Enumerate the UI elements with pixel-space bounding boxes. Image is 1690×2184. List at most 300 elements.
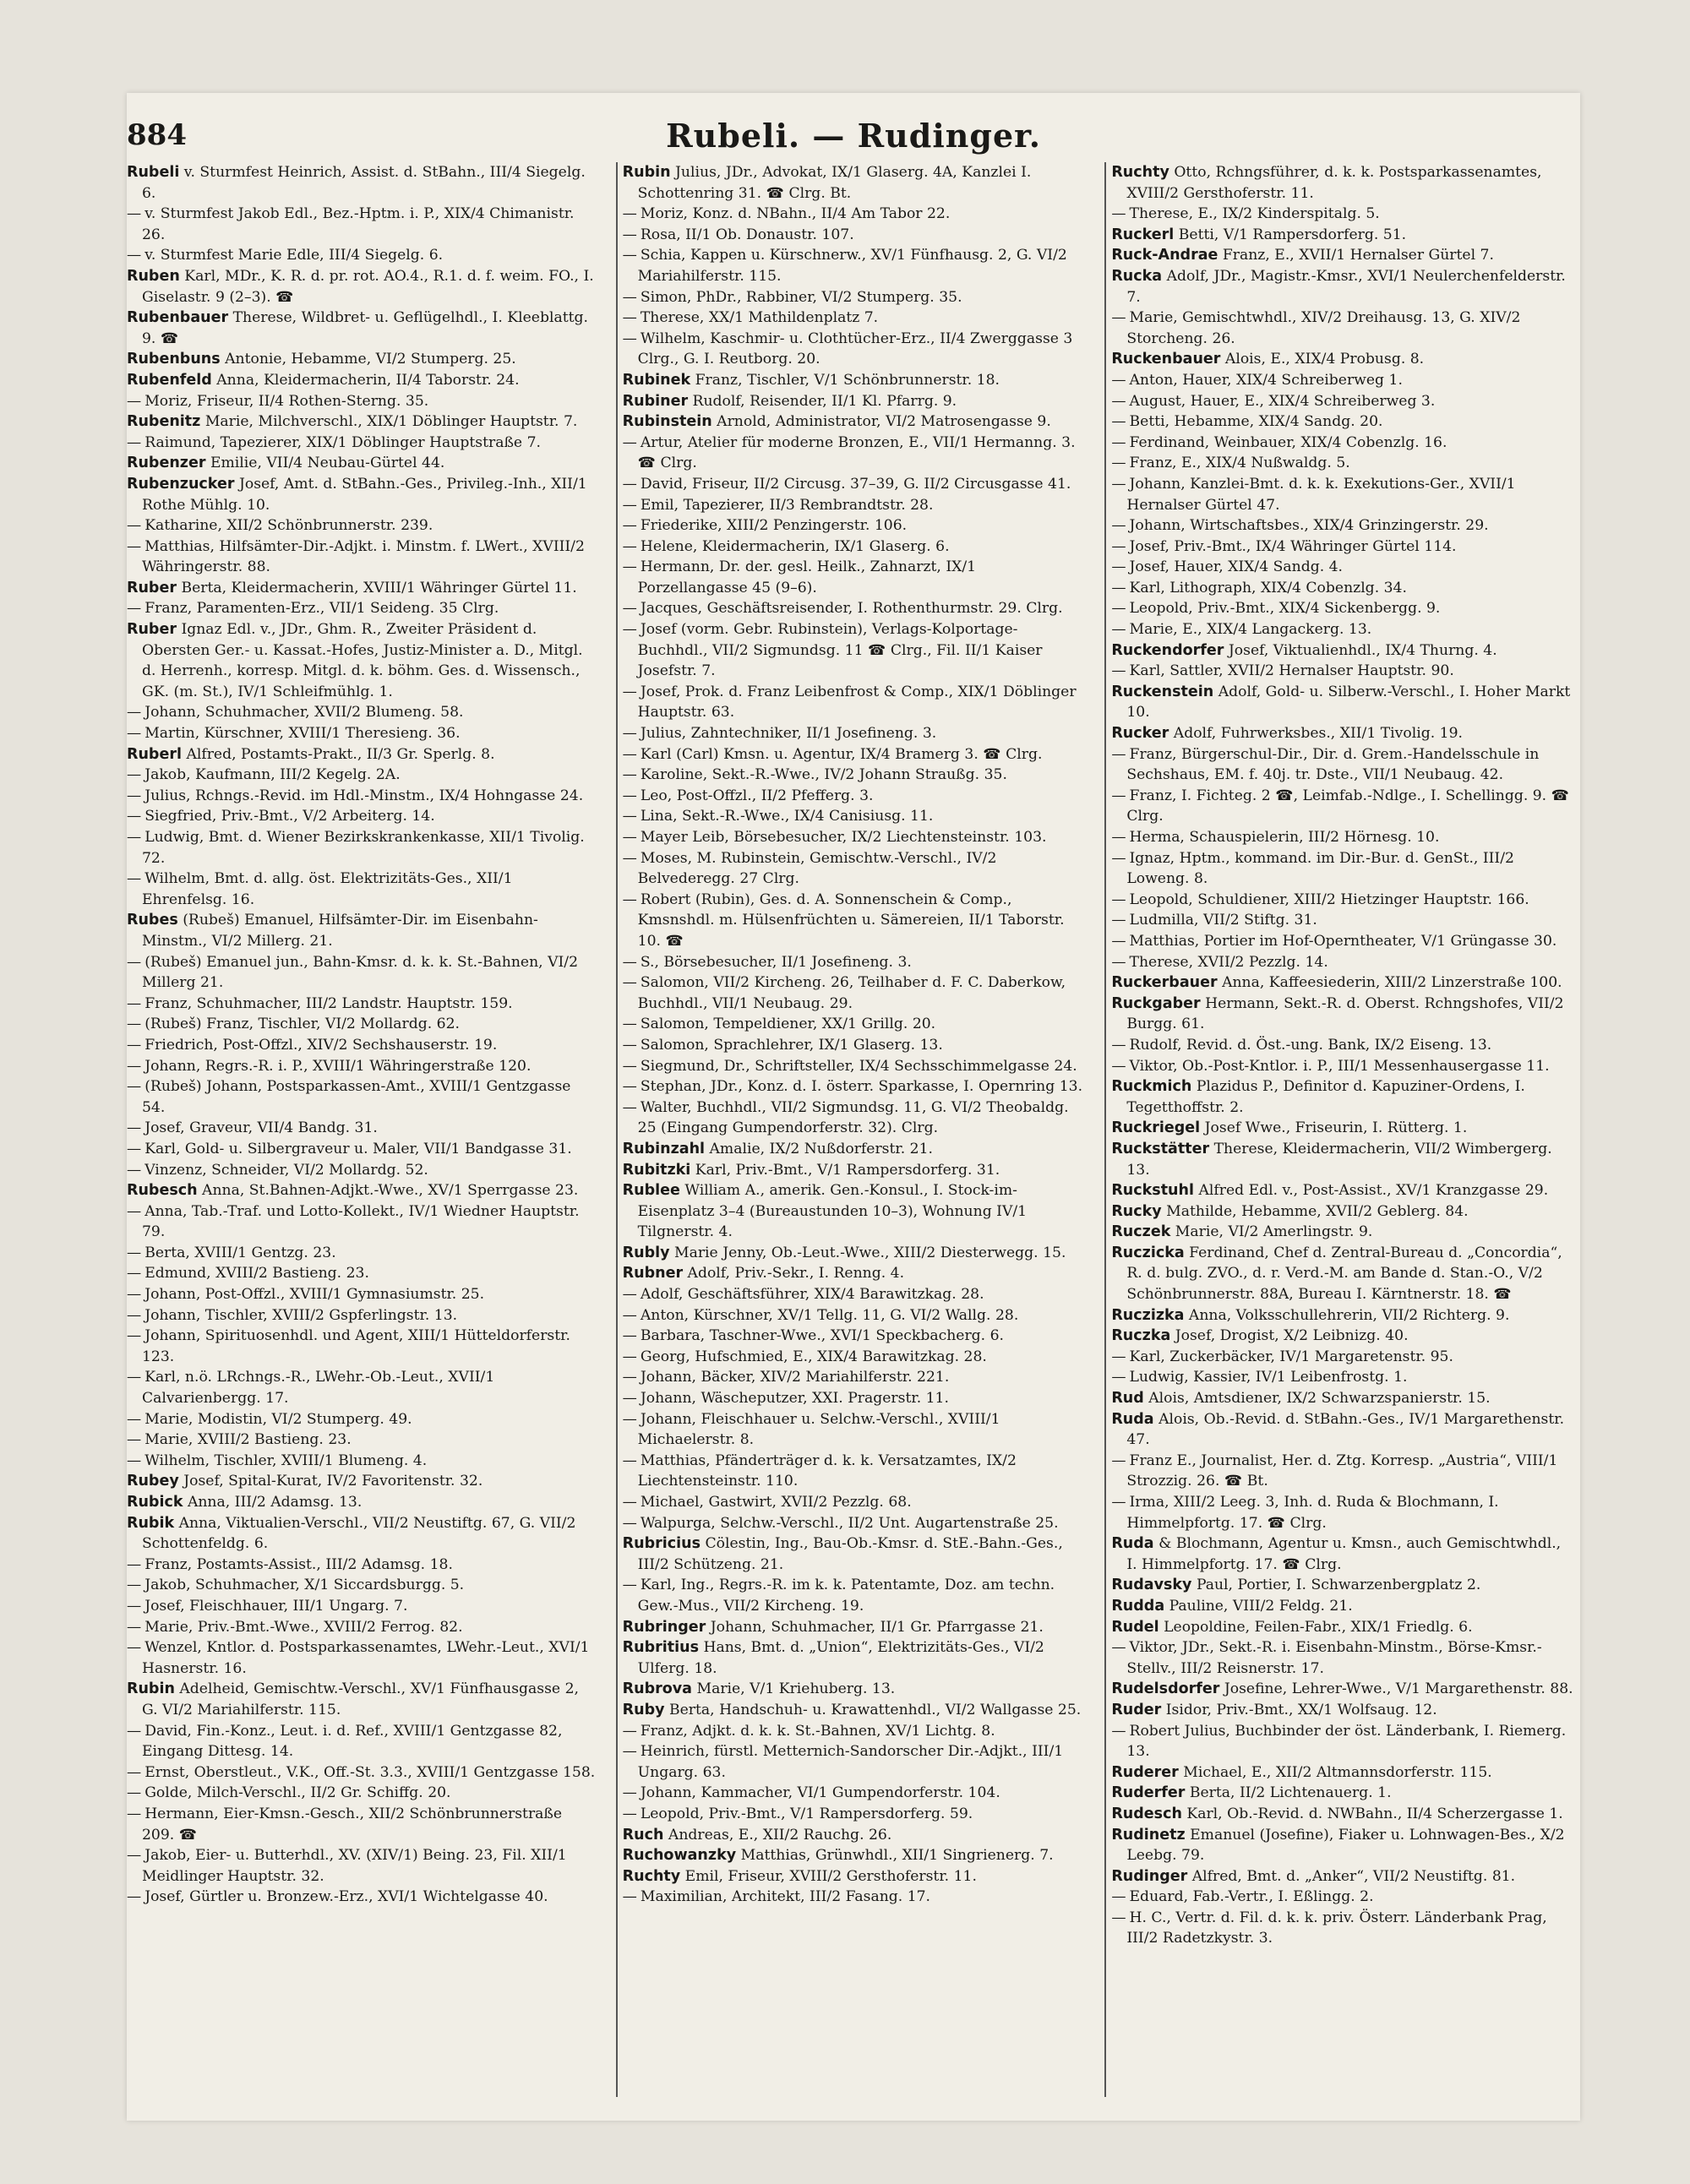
- directory-entry: [623, 1056, 1087, 1077]
- entry-dash: —: [622, 1016, 637, 1033]
- directory-entry: [623, 598, 1087, 619]
- entry-text: Therese, Wildbret- u. Geflügelhdl., I. Kleeblattg. 9. ☎: [142, 309, 588, 347]
- directory-entry: [127, 1014, 597, 1035]
- directory-entry: [623, 1451, 1087, 1492]
- entry-text: Johann, Post-Offzl., XVIII/1 Gymnasiumstr. 25.: [144, 1286, 485, 1304]
- entry-dash: —: [1111, 309, 1126, 327]
- directory-entry: [127, 702, 597, 723]
- directory-entry: [1111, 640, 1575, 662]
- directory-entry: [623, 474, 1087, 495]
- entry-text: Franz, Paramenten-Erz., VII/1 Seideng. 35 Clrg.: [144, 600, 499, 618]
- directory-entry: [623, 890, 1087, 952]
- directory-entry: [1111, 1721, 1575, 1762]
- directory-entry: [1111, 557, 1575, 578]
- entry-headword: Rudinetz: [1111, 1826, 1186, 1844]
- directory-entry: [623, 536, 1087, 558]
- entry-dash: —: [1111, 829, 1126, 846]
- directory-entry: [1111, 723, 1575, 744]
- entry-headword: Ruchty: [1111, 164, 1169, 181]
- entry-dash: —: [622, 621, 637, 639]
- entry-dash: —: [622, 1722, 637, 1740]
- directory-entry: [127, 1180, 597, 1201]
- entry-text: Therese, E., IX/2 Kinderspitalg. 5.: [1129, 205, 1380, 223]
- entry-dash: —: [622, 288, 637, 306]
- directory-entry: [623, 1388, 1087, 1409]
- entry-text: Berta, Handschuh- u. Krawattenhdl., VI/2 Wallgasse 25.: [669, 1701, 1082, 1718]
- directory-entry: [1111, 1492, 1575, 1533]
- entry-dash: —: [622, 953, 637, 971]
- entry-headword: Rubenzer: [127, 455, 206, 472]
- entry-text: Josef (vorm. Gebr. Rubinstein), Verlags-Kolportage-Buchhdl., VII/2 Sigmundsg. 11 ☎ Clrg., Fil. II/1 Kaiser Josefstr. 7.: [637, 621, 1043, 680]
- directory-entry: [1111, 1305, 1575, 1326]
- directory-entry: [1111, 433, 1575, 454]
- directory-entry: [1111, 1139, 1575, 1180]
- entry-text: Walpurga, Selchw.-Verschl., II/2 Unt. Augartenstraße 25.: [640, 1514, 1059, 1532]
- entry-headword: Ruckendorfer: [1111, 641, 1224, 659]
- entry-text: Antonie, Hebamme, VI/2 Stumperg. 25.: [225, 351, 516, 368]
- entry-text: Martin, Kürschner, XVIII/1 Theresieng. 36.: [144, 725, 461, 743]
- directory-entry: [127, 370, 597, 391]
- directory-entry: [127, 827, 597, 869]
- entry-text: v. Sturmfest Marie Edle, III/4 Siegelg. 6.: [144, 247, 444, 264]
- directory-entry: [127, 598, 597, 619]
- directory-entry: [127, 1679, 597, 1720]
- entry-dash: —: [622, 1348, 637, 1365]
- entry-text: Viktor, JDr., Sekt.-R. i. Eisenbahn-Minstm., Börse-Kmsr.-Stellv., III/2 Reisnerstr. 17.: [1126, 1639, 1542, 1677]
- entry-text: Salomon, Sprachlehrer, IX/1 Glaserg. 13.: [640, 1036, 943, 1054]
- directory-entry: [623, 848, 1087, 890]
- directory-entry: [623, 1284, 1087, 1305]
- directory-entry: [127, 1845, 597, 1887]
- entry-text: Josef, Graveur, VII/4 Bandg. 31.: [144, 1119, 378, 1137]
- entry-headword: Rubitzki: [622, 1161, 691, 1179]
- entry-text: Emilie, VII/4 Neubau-Gürtel 44.: [210, 455, 445, 472]
- entry-headword: Ruckenstein: [1111, 683, 1214, 700]
- entry-dash: —: [127, 1451, 142, 1469]
- entry-text: Isidor, Priv.-Bmt., XX/1 Wolfsaug. 12.: [1165, 1701, 1437, 1718]
- entry-text: Leopold, Priv.-Bmt., XIX/4 Sickenbergg. 9.: [1129, 600, 1441, 618]
- entry-dash: —: [1111, 1036, 1126, 1054]
- entry-headword: Ruczizka: [1111, 1306, 1185, 1324]
- directory-entry: [1111, 515, 1575, 536]
- entry-text: David, Fin.-Konz., Leut. i. d. Ref., XVIII/1 Gentzgasse 82, Eingang Dittesg. 14.: [142, 1722, 563, 1761]
- entry-dash: —: [127, 1888, 142, 1906]
- directory-entry: [1111, 1762, 1575, 1784]
- entry-text: Franz, Adjkt. d. k. k. St.-Bahnen, XV/1 Lichtg. 8.: [640, 1722, 995, 1740]
- entry-dash: —: [622, 309, 637, 327]
- directory-entry: [1111, 225, 1575, 246]
- entry-text: Leopold, Schuldiener, XIII/2 Hietzinger Hauptstr. 166.: [1129, 890, 1529, 908]
- entry-text: Marie, Modistin, VI/2 Stumperg. 49.: [144, 1410, 412, 1428]
- entry-text: Herma, Schauspielerin, III/2 Hörnesg. 10.: [1129, 829, 1440, 846]
- entry-dash: —: [127, 205, 142, 223]
- entry-dash: —: [127, 1555, 142, 1573]
- entry-dash: —: [1111, 537, 1126, 555]
- entry-headword: Rubly: [622, 1244, 670, 1261]
- entry-dash: —: [127, 537, 142, 555]
- entry-dash: —: [622, 808, 637, 825]
- entry-dash: —: [127, 1119, 142, 1137]
- entry-text: Johann, Schuhmacher, II/1 Gr. Pfarrgasse 21.: [710, 1618, 1044, 1636]
- directory-entry: [1111, 1035, 1575, 1056]
- directory-entry: [623, 204, 1087, 225]
- entry-text: Ludwig, Bmt. d. Wiener Bezirkskrankenkasse, XII/1 Tivolig. 72.: [142, 829, 585, 867]
- entry-dash: —: [622, 1577, 637, 1594]
- entry-text: Julius, Zahntechniker, II/1 Josefineng. 3.: [640, 725, 937, 743]
- entry-dash: —: [127, 1327, 142, 1345]
- directory-entry: [1111, 1783, 1575, 1804]
- entry-text: & Blochmann, Agentur u. Kmsn., auch Gemischtwhdl., I. Himmelpfortg. 17. ☎ Clrg.: [1126, 1535, 1562, 1573]
- entry-headword: Rubinstein: [622, 413, 712, 431]
- entry-text: Arnold, Administrator, VI/2 Matrosengasse 9.: [717, 413, 1051, 431]
- directory-entry: [1111, 391, 1575, 412]
- directory-entry: [623, 682, 1087, 723]
- entry-text: Adolf, Gold- u. Silberw.-Verschl., I. Hoher Markt 10.: [1126, 683, 1571, 722]
- entry-headword: Rubenbauer: [127, 309, 229, 327]
- entry-text: Ernst, Oberstleut., V.K., Off.-St. 3.3., XVIII/1 Gentzgasse 158.: [144, 1763, 596, 1781]
- entry-dash: —: [127, 1369, 142, 1386]
- entry-text: Josefine, Lehrer-Wwe., V/1 Margarethenstr. 88.: [1224, 1680, 1573, 1698]
- directory-entry: [127, 411, 597, 433]
- directory-entry: [623, 1076, 1087, 1097]
- directory-entry: [127, 162, 597, 204]
- entry-headword: Rubik: [127, 1514, 175, 1532]
- entry-dash: —: [622, 226, 637, 243]
- directory-entry: [127, 1326, 597, 1367]
- entry-text: Hans, Bmt. d. „Union“, Elektrizitäts-Ges., VI/2 Ulferg. 18.: [637, 1639, 1044, 1677]
- entry-dash: —: [622, 1327, 637, 1345]
- entry-dash: —: [127, 829, 142, 846]
- directory-entry: [127, 515, 597, 536]
- directory-page: [127, 93, 1580, 2121]
- entry-dash: —: [1111, 371, 1126, 389]
- directory-entry: [127, 994, 597, 1015]
- entry-text: (Rubeš) Johann, Postsparkassen-Amt., XVIII/1 Gentzgasse 54.: [142, 1078, 571, 1116]
- directory-entry: [1111, 1222, 1575, 1243]
- column-3: [1104, 162, 1580, 2097]
- entry-text: Anna, III/2 Adamsg. 13.: [187, 1494, 363, 1511]
- entry-dash: —: [622, 247, 637, 264]
- directory-entry: [1111, 827, 1575, 848]
- entry-text: Mathilde, Hebamme, XVII/2 Geblerg. 84.: [1166, 1202, 1469, 1220]
- entry-text: Ignaz Edl. v., JDr., Ghm. R., Zweiter Präsident d. Obersten Ger.- u. Kassat.-Hofes, Justiz-Minister a. D., Mitgl. d. Herrenh., korresp. Mitgl. d. k. böhm. Ges. d. Wissensch., GK. (m. St.), IV/1 Schleifmühlg. 1.: [142, 621, 583, 700]
- directory-entry: [127, 1118, 597, 1139]
- directory-entry: [623, 1326, 1087, 1347]
- entry-dash: —: [622, 1784, 637, 1802]
- directory-entry: [1111, 661, 1575, 682]
- directory-entry: [127, 453, 597, 474]
- directory-entry: [127, 1056, 597, 1077]
- entry-dash: —: [127, 1016, 142, 1033]
- entry-text: Adolf, Geschäftsführer, XIX/4 Barawitzkag. 28.: [640, 1286, 984, 1304]
- entry-headword: Rubin: [622, 164, 671, 181]
- directory-entry: [1111, 1804, 1575, 1825]
- entry-text: Karl, Ob.-Revid. d. NWBahn., II/4 Scherzergasse 1.: [1186, 1805, 1563, 1822]
- directory-entry: [1111, 1533, 1575, 1575]
- entry-text: Therese, XVII/2 Pezzlg. 14.: [1129, 953, 1328, 971]
- entry-text: Viktor, Ob.-Post-Kntlor. i. P., III/1 Messenhausergasse 11.: [1129, 1057, 1550, 1075]
- directory-entry: [1111, 1575, 1575, 1596]
- entry-text: Leopoldine, Feilen-Fabr., XIX/1 Friedlg. 6.: [1164, 1618, 1473, 1636]
- entry-text: v. Sturmfest Jakob Edl., Bez.-Hptm. i. P., XIX/4 Chimanistr. 26.: [142, 205, 575, 243]
- entry-text: Moses, M. Rubinstein, Gemischtw.-Verschl., IV/2 Belvederegg. 27 Clrg.: [637, 849, 997, 888]
- entry-dash: —: [622, 1057, 637, 1075]
- directory-entry: [1111, 204, 1575, 225]
- entry-headword: Ruderfer: [1111, 1784, 1186, 1802]
- entry-dash: —: [1111, 787, 1126, 804]
- entry-text: Franz, E., XVII/1 Hernalser Gürtel 7.: [1222, 247, 1494, 264]
- directory-entry: [127, 869, 597, 910]
- entry-dash: —: [1111, 433, 1126, 451]
- directory-entry: [1111, 1825, 1575, 1866]
- entry-headword: Ruckerl: [1111, 226, 1175, 243]
- entry-dash: —: [127, 1265, 142, 1283]
- entry-text: Siegfried, Priv.-Bmt., V/2 Arbeiterg. 14.: [144, 808, 435, 825]
- entry-text: Anna, Tab.-Traf. und Lotto-Kollekt., IV/1 Wiedner Hauptstr. 79.: [142, 1202, 580, 1241]
- entry-dash: —: [127, 1763, 142, 1781]
- entry-text: Alfred, Bmt. d. „Anker“, VII/2 Neustiftg. 81.: [1191, 1867, 1516, 1885]
- entry-text: Marie, XVIII/2 Bastieng. 23.: [144, 1431, 352, 1449]
- entry-headword: Ruckerbauer: [1111, 974, 1218, 992]
- entry-text: Hermann, Eier-Kmsn.-Gesch., XII/2 Schönbrunnerstraße 209. ☎: [142, 1805, 563, 1844]
- entry-text: Adolf, JDr., Magistr.-Kmsr., XVI/1 Neulerchenfelderstr. 7.: [1126, 267, 1566, 306]
- directory-entry: [1111, 578, 1575, 599]
- directory-entry: [1111, 1908, 1575, 1949]
- directory-entry: [1111, 598, 1575, 619]
- entry-dash: —: [1111, 1888, 1126, 1906]
- directory-entry: [623, 786, 1087, 807]
- directory-entry: [127, 1305, 597, 1326]
- entry-headword: Ruber: [127, 579, 177, 596]
- entry-dash: —: [622, 433, 637, 451]
- entry-text: Cölestin, Ing., Bau-Ob.-Kmsr. d. StE.-Bahn.-Ges., III/2 Schützeng. 21.: [637, 1535, 1063, 1573]
- directory-entry: [127, 1471, 597, 1492]
- entry-dash: —: [622, 849, 637, 867]
- entry-text: Stephan, JDr., Konz. d. I. österr. Sparkasse, I. Opernring 13.: [640, 1078, 1083, 1096]
- entry-text: David, Friseur, II/2 Circusg. 37–39, G. II/2 Circusgasse 41.: [640, 475, 1071, 493]
- entry-dash: —: [622, 475, 637, 493]
- entry-dash: —: [127, 766, 142, 784]
- entry-dash: —: [1111, 662, 1126, 680]
- entry-text: Emanuel (Josefine), Fiaker u. Lohnwagen-Bes., X/2 Leebg. 79.: [1126, 1826, 1565, 1865]
- directory-entry: [623, 391, 1087, 412]
- entry-dash: —: [127, 704, 142, 722]
- directory-entry: [1111, 1180, 1575, 1201]
- entry-text: Johann, Bäcker, XIV/2 Mariahilferstr. 221.: [640, 1369, 950, 1386]
- entry-headword: Rudinger: [1111, 1867, 1188, 1885]
- entry-text: Matthias, Hilfsämter-Dir.-Adjkt. i. Minstm. f. LWert., XVIII/2 Währingerstr. 88.: [142, 537, 585, 576]
- directory-entry: [127, 266, 597, 308]
- entry-dash: —: [127, 1036, 142, 1054]
- entry-text: Friedrich, Post-Offzl., XIV/2 Sechshauserstr. 19.: [144, 1036, 498, 1054]
- entry-dash: —: [622, 517, 637, 535]
- directory-entry: [623, 1533, 1087, 1575]
- entry-dash: —: [127, 392, 142, 410]
- entry-dash: —: [1111, 621, 1126, 639]
- entry-dash: —: [1111, 953, 1126, 971]
- directory-entry: [623, 1637, 1087, 1679]
- entry-text: Karoline, Sekt.-R.-Wwe., IV/2 Johann Straußg. 35.: [640, 766, 1007, 784]
- entry-dash: —: [622, 766, 637, 784]
- entry-headword: Ruckenbauer: [1111, 351, 1221, 368]
- entry-text: S., Börsebesucher, II/1 Josefineng. 3.: [640, 953, 912, 971]
- directory-entry: [1111, 266, 1575, 308]
- entry-text: Marie, Milchverschl., XIX/1 Döblinger Hauptstr. 7.: [204, 413, 578, 431]
- entry-text: Katharine, XII/2 Schönbrunnerstr. 239.: [144, 517, 433, 535]
- entry-text: Franz, Tischler, V/1 Schönbrunnerstr. 18.: [695, 371, 1000, 389]
- text-columns: [127, 162, 1580, 2097]
- entry-text: Karl, n.ö. LRchngs.-R., LWehr.-Ob.-Leut., XVII/1 Calvarienbergg. 17.: [142, 1369, 495, 1408]
- directory-entry: [623, 1783, 1087, 1804]
- entry-headword: Ruch: [622, 1826, 664, 1844]
- entry-text: Johann, Wirtschaftsbes., XIX/4 Grinzingerstr. 29.: [1129, 517, 1489, 535]
- directory-entry: [127, 1430, 597, 1451]
- entry-text: Jacques, Geschäftsreisender, I. Rothenthurmstr. 29. Clrg.: [640, 600, 1063, 618]
- entry-text: Eduard, Fab.-Vertr., I. Eßlingg. 2.: [1129, 1888, 1374, 1906]
- entry-text: Josef, Gürtler u. Bronzew.-Erz., XVI/1 Wichtelgasse 40.: [144, 1888, 548, 1906]
- directory-entry: [1111, 536, 1575, 558]
- directory-entry: [127, 1721, 597, 1762]
- page-number: 884: [127, 118, 187, 152]
- directory-entry: [623, 744, 1087, 765]
- entry-text: Andreas, E., XII/2 Rauchg. 26.: [668, 1826, 892, 1844]
- directory-entry: [1111, 1700, 1575, 1721]
- entry-text: Pauline, VIII/2 Feldg. 21.: [1169, 1597, 1353, 1615]
- directory-entry: [1111, 890, 1575, 911]
- entry-text: Hermann, Sekt.-R. d. Oberst. Rchngshofes, VII/2 Burgg. 61.: [1126, 994, 1564, 1033]
- directory-entry: [623, 308, 1087, 329]
- entry-text: Walter, Buchhdl., VII/2 Sigmundsg. 11, G. VI/2 Theobaldg. 25 (Eingang Gumpendorferstr. 32). Clrg.: [637, 1098, 1069, 1137]
- entry-dash: —: [622, 745, 637, 763]
- entry-text: Josef, Priv.-Bmt., IX/4 Währinger Gürtel 114.: [1129, 537, 1457, 555]
- entry-dash: —: [1111, 1722, 1126, 1740]
- entry-text: Franz, Schuhmacher, III/2 Landstr. Hauptstr. 159.: [144, 994, 513, 1012]
- entry-dash: —: [127, 433, 142, 451]
- entry-headword: Rucker: [1111, 725, 1169, 743]
- directory-entry: [127, 1263, 597, 1284]
- entry-headword: Ruczicka: [1111, 1244, 1185, 1261]
- entry-dash: —: [127, 1805, 142, 1822]
- directory-entry: [127, 1284, 597, 1305]
- entry-text: Karl, Ing., Regrs.-R. im k. k. Patentamte, Doz. am techn. Gew.-Mus., VII/2 Kircheng. 19.: [637, 1577, 1055, 1615]
- directory-entry: [127, 1160, 597, 1181]
- entry-text: Michael, Gastwirt, XVII/2 Pezzlg. 68.: [640, 1494, 912, 1511]
- entry-headword: Rudavsky: [1111, 1577, 1192, 1594]
- directory-entry: [127, 1451, 597, 1472]
- column-2: [616, 162, 1092, 2097]
- entry-headword: Rubner: [622, 1265, 684, 1283]
- entry-text: Anton, Kürschner, XV/1 Tellg. 11, G. VI/2 Wallg. 28.: [640, 1306, 1019, 1324]
- directory-entry: [623, 495, 1087, 516]
- entry-dash: —: [622, 1743, 637, 1761]
- entry-headword: Rubinek: [622, 371, 691, 389]
- entry-dash: —: [1111, 1057, 1126, 1075]
- entry-text: Karl (Carl) Kmsn. u. Agentur, IX/4 Bramerg 3. ☎ Clrg.: [640, 745, 1043, 763]
- entry-text: Golde, Milch-Verschl., II/2 Gr. Schiffg. 20.: [144, 1784, 451, 1802]
- entry-headword: Rubeli: [127, 164, 180, 181]
- entry-text: Franz, Bürgerschul-Dir., Dir. d. Grem.-Handelsschule in Sechshaus, EM. f. 40j. tr. Dste., VII/1 Neubaug. 42.: [1126, 745, 1540, 784]
- directory-entry: [623, 1409, 1087, 1451]
- directory-entry: [623, 1492, 1087, 1513]
- entry-dash: —: [127, 1577, 142, 1594]
- directory-entry: [623, 1617, 1087, 1638]
- entry-dash: —: [1111, 475, 1126, 493]
- entry-dash: —: [127, 1306, 142, 1324]
- entry-dash: —: [127, 600, 142, 618]
- entry-text: Rosa, II/1 Ob. Donaustr. 107.: [640, 226, 854, 243]
- entry-text: Matthias, Grünwhdl., XII/1 Singrienerg. 7.: [740, 1847, 1054, 1865]
- entry-headword: Ruderer: [1111, 1763, 1179, 1781]
- entry-text: Johann, Spirituosenhdl. und Agent, XIII/1 Hütteldorferstr. 123.: [142, 1327, 570, 1365]
- entry-text: Anna, Kleidermacherin, II/4 Taborstr. 24.: [216, 371, 520, 389]
- entry-dash: —: [127, 1078, 142, 1096]
- entry-headword: Rubey: [127, 1473, 179, 1490]
- directory-entry: [127, 910, 597, 951]
- directory-entry: [1111, 308, 1575, 349]
- entry-text: Anna, Viktualien-Verschl., VII/2 Neustiftg. 67, G. VII/2 Schottenfeldg. 6.: [142, 1514, 576, 1553]
- entry-headword: Rubin: [127, 1680, 175, 1698]
- entry-text: Karl, Sattler, XVII/2 Hernalser Hauptstr. 90.: [1129, 662, 1454, 680]
- entry-text: Emil, Friseur, XVIII/2 Gersthoferstr. 11.: [684, 1867, 977, 1885]
- entry-text: August, Hauer, E., XIX/4 Schreiberweg 3.: [1129, 392, 1436, 410]
- entry-text: Irma, XIII/2 Leeg. 3, Inh. d. Ruda & Blochmann, I. Himmelpfortg. 17. ☎ Clrg.: [1126, 1494, 1499, 1532]
- entry-dash: —: [127, 1618, 142, 1636]
- directory-entry: [623, 162, 1087, 204]
- directory-entry: [127, 1637, 597, 1679]
- directory-entry: [127, 1555, 597, 1576]
- entry-text: v. Sturmfest Heinrich, Assist. d. StBahn., III/4 Siegelg. 6.: [142, 164, 586, 202]
- directory-entry: [623, 1575, 1087, 1616]
- entry-headword: Rudda: [1111, 1597, 1165, 1615]
- running-title: Rubeli. — Rudinger.: [666, 117, 1041, 155]
- column-1: [127, 162, 602, 2097]
- entry-text: Josef, Amt. d. StBahn.-Ges., Privileg.-Inh., XII/1 Rothe Mühlg. 10.: [142, 475, 587, 514]
- entry-dash: —: [1111, 1909, 1126, 1926]
- directory-entry: [1111, 1347, 1575, 1368]
- directory-entry: [623, 1679, 1087, 1700]
- entry-text: Franz E., Journalist, Her. d. Ztg. Korresp. „Austria“, VIII/1 Strozzig. 26. ☎ Bt.: [1126, 1451, 1558, 1490]
- directory-entry: [127, 1762, 597, 1784]
- directory-entry: [127, 765, 597, 786]
- directory-entry: [127, 1783, 597, 1804]
- entry-text: Johann, Kanzlei-Bmt. d. k. k. Exekutions-Ger., XVII/1 Hernalser Gürtel 47.: [1126, 475, 1516, 514]
- entry-text: Alois, Amtsdiener, IX/2 Schwarzspanierstr. 15.: [1148, 1390, 1491, 1408]
- entry-dash: —: [622, 1036, 637, 1054]
- directory-entry: [623, 329, 1087, 370]
- directory-entry: [623, 433, 1087, 474]
- entry-headword: Rubringer: [622, 1618, 706, 1636]
- entry-dash: —: [127, 1431, 142, 1449]
- entry-text: Anton, Hauer, XIX/4 Schreiberweg 1.: [1129, 371, 1403, 389]
- entry-dash: —: [1111, 558, 1126, 576]
- directory-entry: [1111, 474, 1575, 515]
- entry-dash: —: [1111, 1494, 1126, 1511]
- entry-headword: Rucka: [1111, 267, 1163, 285]
- entry-headword: Ruckriegel: [1111, 1119, 1201, 1137]
- directory-entry: [1111, 744, 1575, 786]
- entry-text: Josef, Fleischhauer, III/1 Ungarg. 7.: [144, 1597, 408, 1615]
- directory-entry: [1111, 1617, 1575, 1638]
- directory-entry: [623, 1139, 1087, 1160]
- entry-text: Berta, II/2 Lichtenauerg. 1.: [1189, 1784, 1392, 1802]
- entry-text: Marie, Gemischtwhdl., XIV/2 Dreihausg. 13, G. XIV/2 Storcheng. 26.: [1126, 309, 1521, 347]
- entry-dash: —: [1111, 455, 1126, 472]
- entry-text: Betti, V/1 Rampersdorferg. 51.: [1178, 226, 1407, 243]
- directory-entry: [623, 827, 1087, 848]
- entry-text: Anna, Kaffeesiederin, XIII/2 Linzerstraße 100.: [1222, 974, 1562, 992]
- entry-text: Raimund, Tapezierer, XIX/1 Döblinger Hauptstraße 7.: [144, 433, 541, 451]
- entry-text: Marie, VI/2 Amerlingstr. 9.: [1175, 1223, 1373, 1241]
